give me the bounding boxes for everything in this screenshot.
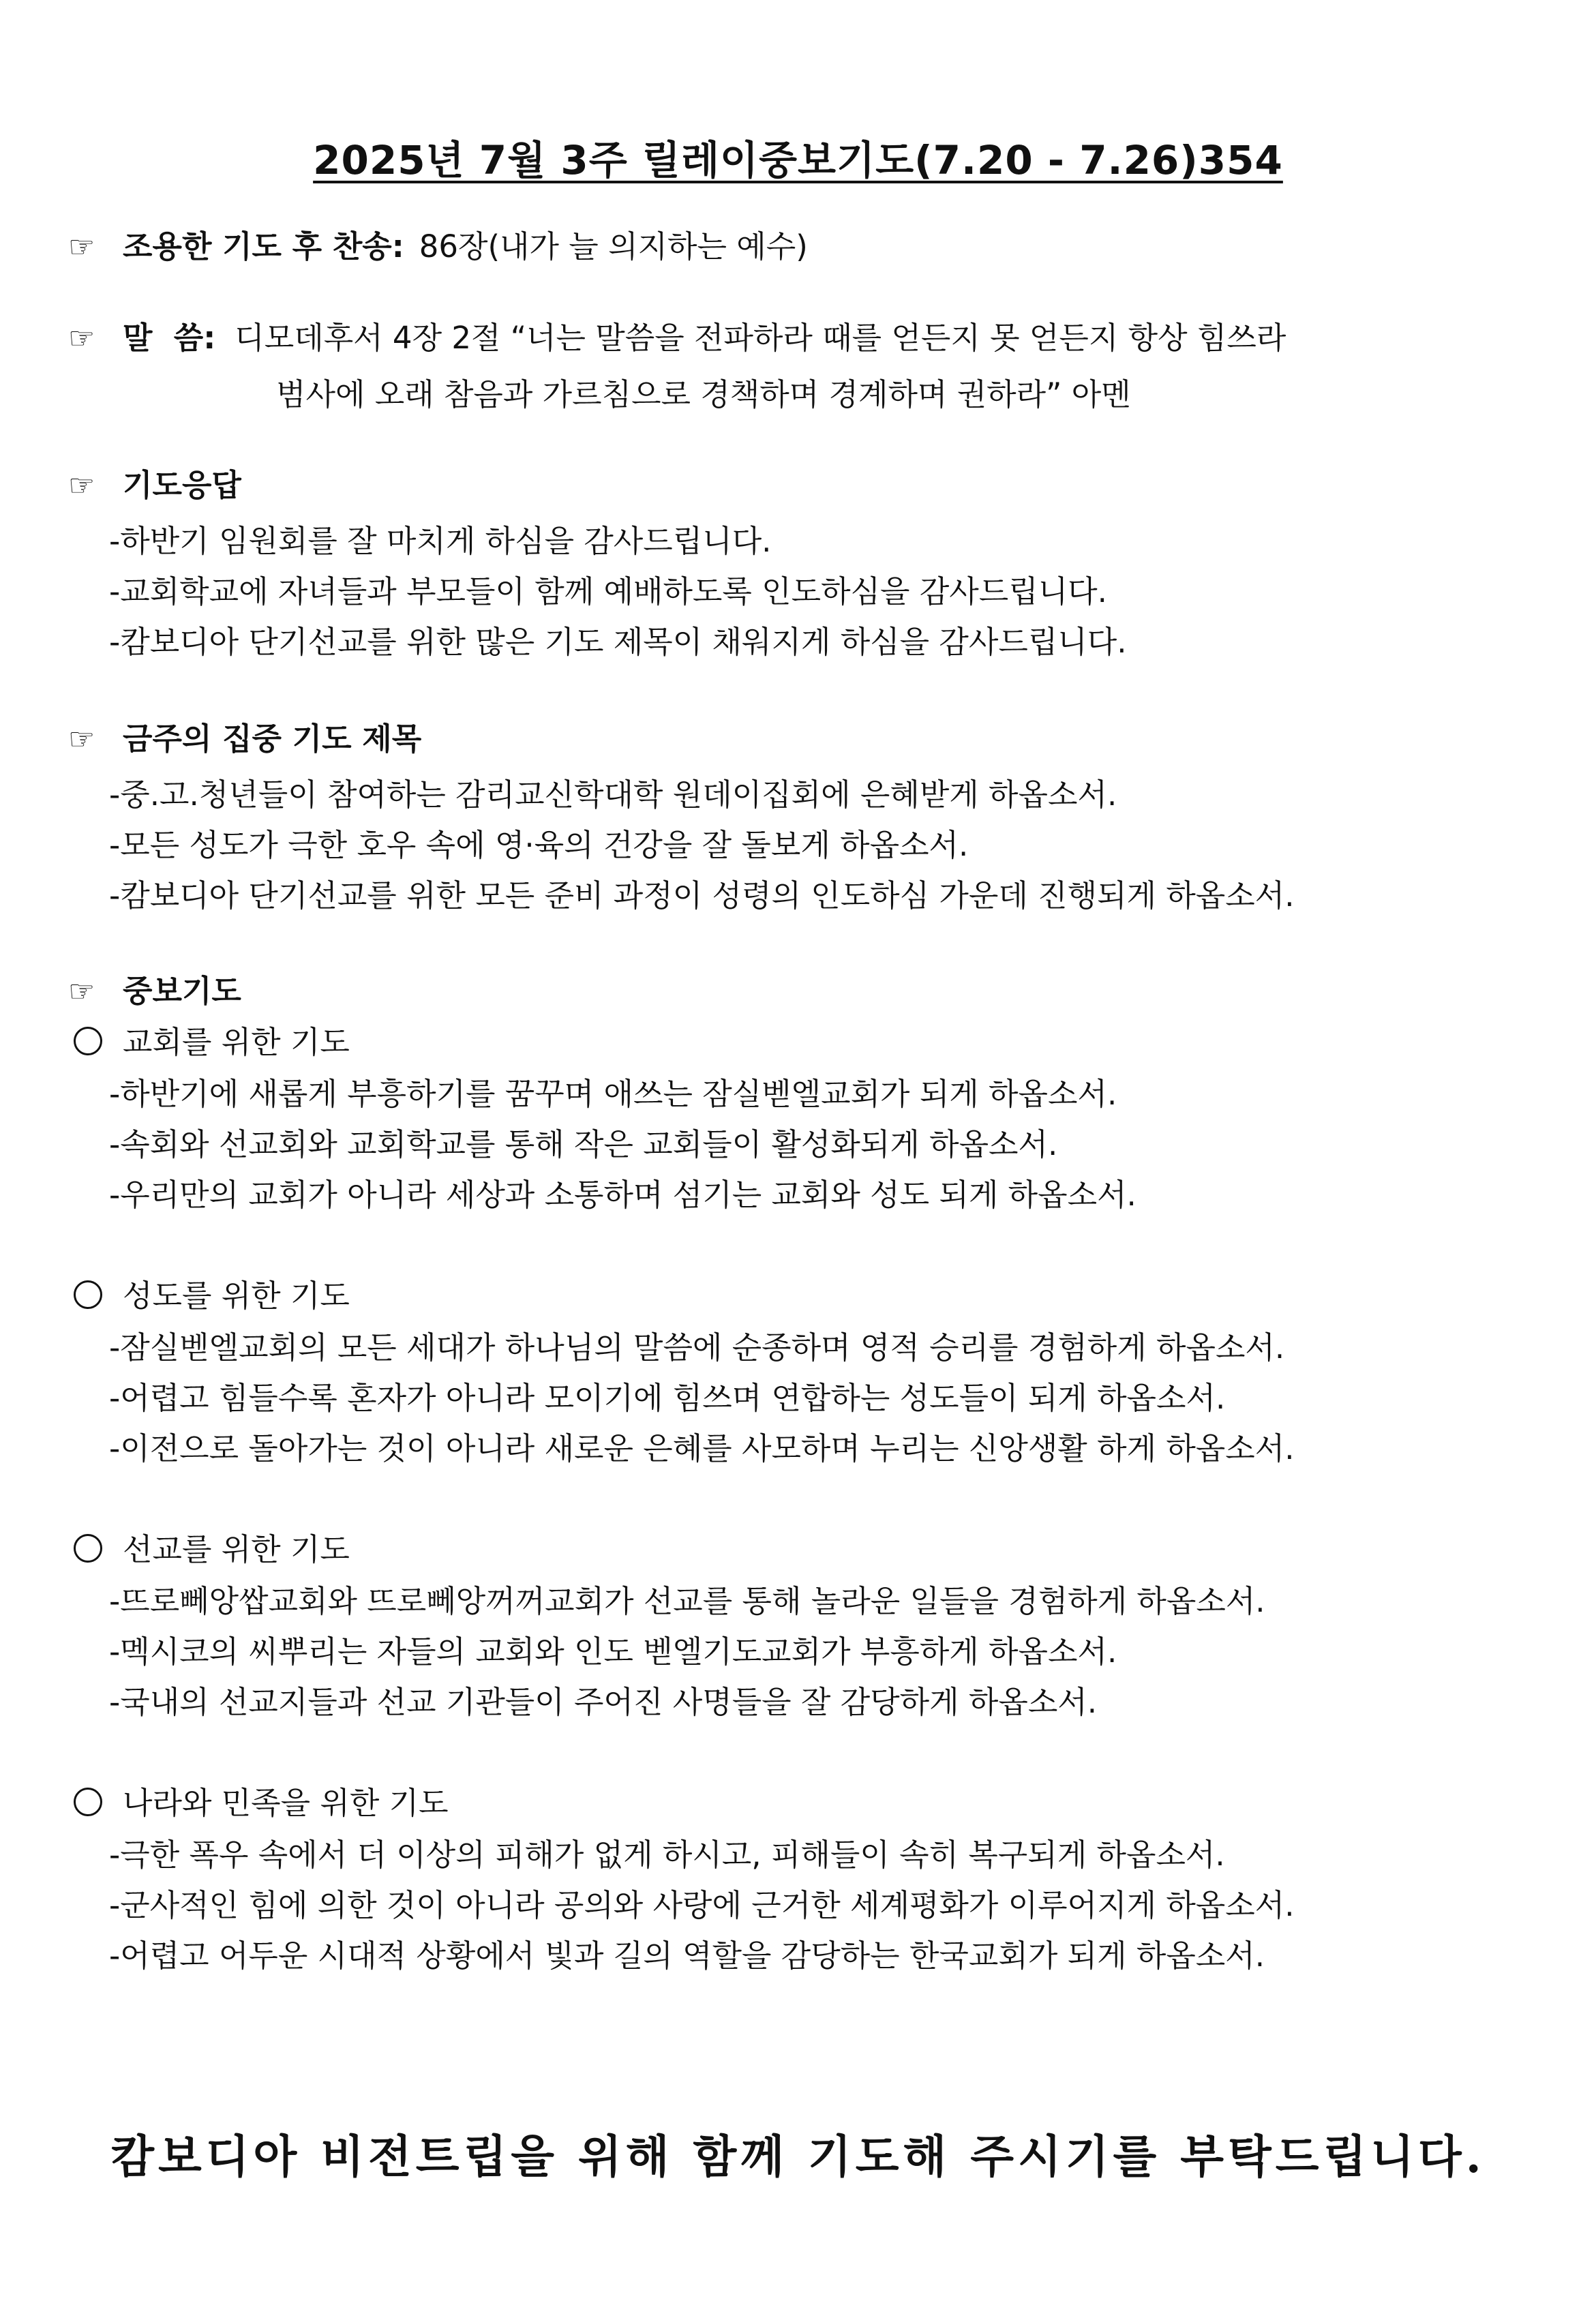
list-item: -국내의 선교지들과 선교 기관들이 주어진 사명들을 잘 감당하게 하옵소서. [109,1684,1098,1720]
prayer-group-mission [74,1523,1560,1728]
list-item: -극한 폭우 속에서 더 이상의 피해가 없게 하시고, 피해들이 속히 복구되게 하옵소서. [109,1837,1225,1873]
list-item: -우리만의 교회가 아니라 세상과 소통하며 섬기는 교회와 성도 되게 하옵소서. [109,1177,1136,1213]
prayer-group-nation [74,1777,1560,1981]
pointing-hand-icon: ☞ [68,230,95,265]
group-title: 교회를 위한 기도 [123,1024,350,1060]
focus-heading: 금주의 집중 기도 제목 [123,721,422,757]
group-title: 나라와 민족을 위한 기도 [123,1785,449,1821]
list-item: -어렵고 어두운 시대적 상황에서 빛과 길의 역할을 감당하는 한국교회가 되게 하옵소서. [109,1938,1265,1974]
list-item: -어렵고 힘들수록 혼자가 아니라 모이기에 힘쓰며 연합하는 성도들이 되게 하옵소서. [109,1380,1226,1416]
list-item: -속회와 선교회와 교회학교를 통해 작은 교회들이 활성화되게 하옵소서. [109,1126,1058,1162]
list-item: -모든 성도가 극한 호우 속에 영·육의 건강을 잘 돌보게 하옵소서. [109,827,969,863]
list-item: -멕시코의 씨뿌리는 자들의 교회와 인도 벧엘기도교회가 부흥하게 하옵소서. [109,1634,1117,1670]
hymn-section [68,217,1554,277]
group-title: 성도를 위한 기도 [123,1278,350,1314]
list-item: -교회학교에 자녀들과 부모들이 함께 예배하도록 인도하심을 감사드립니다. [109,573,1107,609]
list-item: -군사적인 힘에 의한 것이 아니라 공의와 사랑에 근거한 세계평화가 이루어지게 하옵소서. [109,1887,1295,1923]
circle-bullet-icon [74,1777,123,1830]
group-title: 선교를 위한 기도 [123,1531,350,1567]
pointing-hand-icon: ☞ [68,722,95,757]
pointing-hand-icon: ☞ [68,321,95,356]
hymn-value: 86장(내가 늘 의지하는 예수) [419,228,808,265]
circle-bullet-icon [74,1269,123,1323]
list-item: -이전으로 돌아가는 것이 아니라 새로운 은혜를 사모하며 누리는 신앙생활 하게 하옵소서. [109,1430,1295,1466]
circle-bullet-icon [74,1523,123,1576]
list-item: -캄보디아 단기선교를 위한 많은 기도 제목이 채워지게 하심을 감사드립니다. [109,624,1127,660]
intercession-heading: 중보기도 [123,973,241,1009]
answered-heading: 기도응답 [123,467,241,503]
list-item: -뜨로뻬앙쌉교회와 뜨로뻬앙꺼꺼교회가 선교를 통해 놀라운 일들을 경험하게 하옵소서. [109,1583,1265,1619]
list-item: -중.고.청년들이 참여하는 감리교신학대학 원데이집회에 은혜받게 하옵소서. [109,777,1117,813]
answered-section [68,455,1554,667]
list-item: -캄보디아 단기선교를 위한 모든 준비 과정이 성령의 인도하심 가운데 진행되게 하옵소서. [109,877,1295,914]
scripture-label: 말 씀: [123,320,216,356]
prayer-group-saints [74,1269,1560,1474]
list-item: -하반기에 새롭게 부흥하기를 꿈꾸며 애쓰는 잠실벧엘교회가 되게 하옵소서. [109,1076,1117,1112]
circle-bullet-icon [74,1016,123,1069]
pointing-hand-icon: ☞ [68,974,95,1009]
prayer-group-church [74,1016,1560,1220]
scripture-line-2: 범사에 오래 참음과 가르침으로 경책하며 경계하며 권하라” 아멘 [276,376,1131,412]
scripture-section [68,308,1554,421]
pointing-hand-icon: ☞ [68,468,95,503]
footer-message: 캄보디아 비전트립을 위해 함께 기도해 주시기를 부탁드립니다. [110,2130,1486,2183]
scripture-line-1: 디모데후서 4장 2절 “너는 말씀을 전파하라 때를 얻든지 못 얻든지 항상 힘쓰라 [235,320,1286,356]
list-item: -하반기 임원회를 잘 마치게 하심을 감사드립니다. [109,523,772,559]
page-title: 2025년 7월 3주 릴레이중보기도(7.20 - 7.26)354 [313,137,1283,183]
focus-section [68,709,1554,921]
list-item: -잠실벧엘교회의 모든 세대가 하나님의 말씀에 순종하며 영적 승리를 경험하게 하옵소서. [109,1329,1285,1366]
hymn-label: 조용한 기도 후 찬송: [123,228,404,265]
intercession-section [68,961,1554,1022]
